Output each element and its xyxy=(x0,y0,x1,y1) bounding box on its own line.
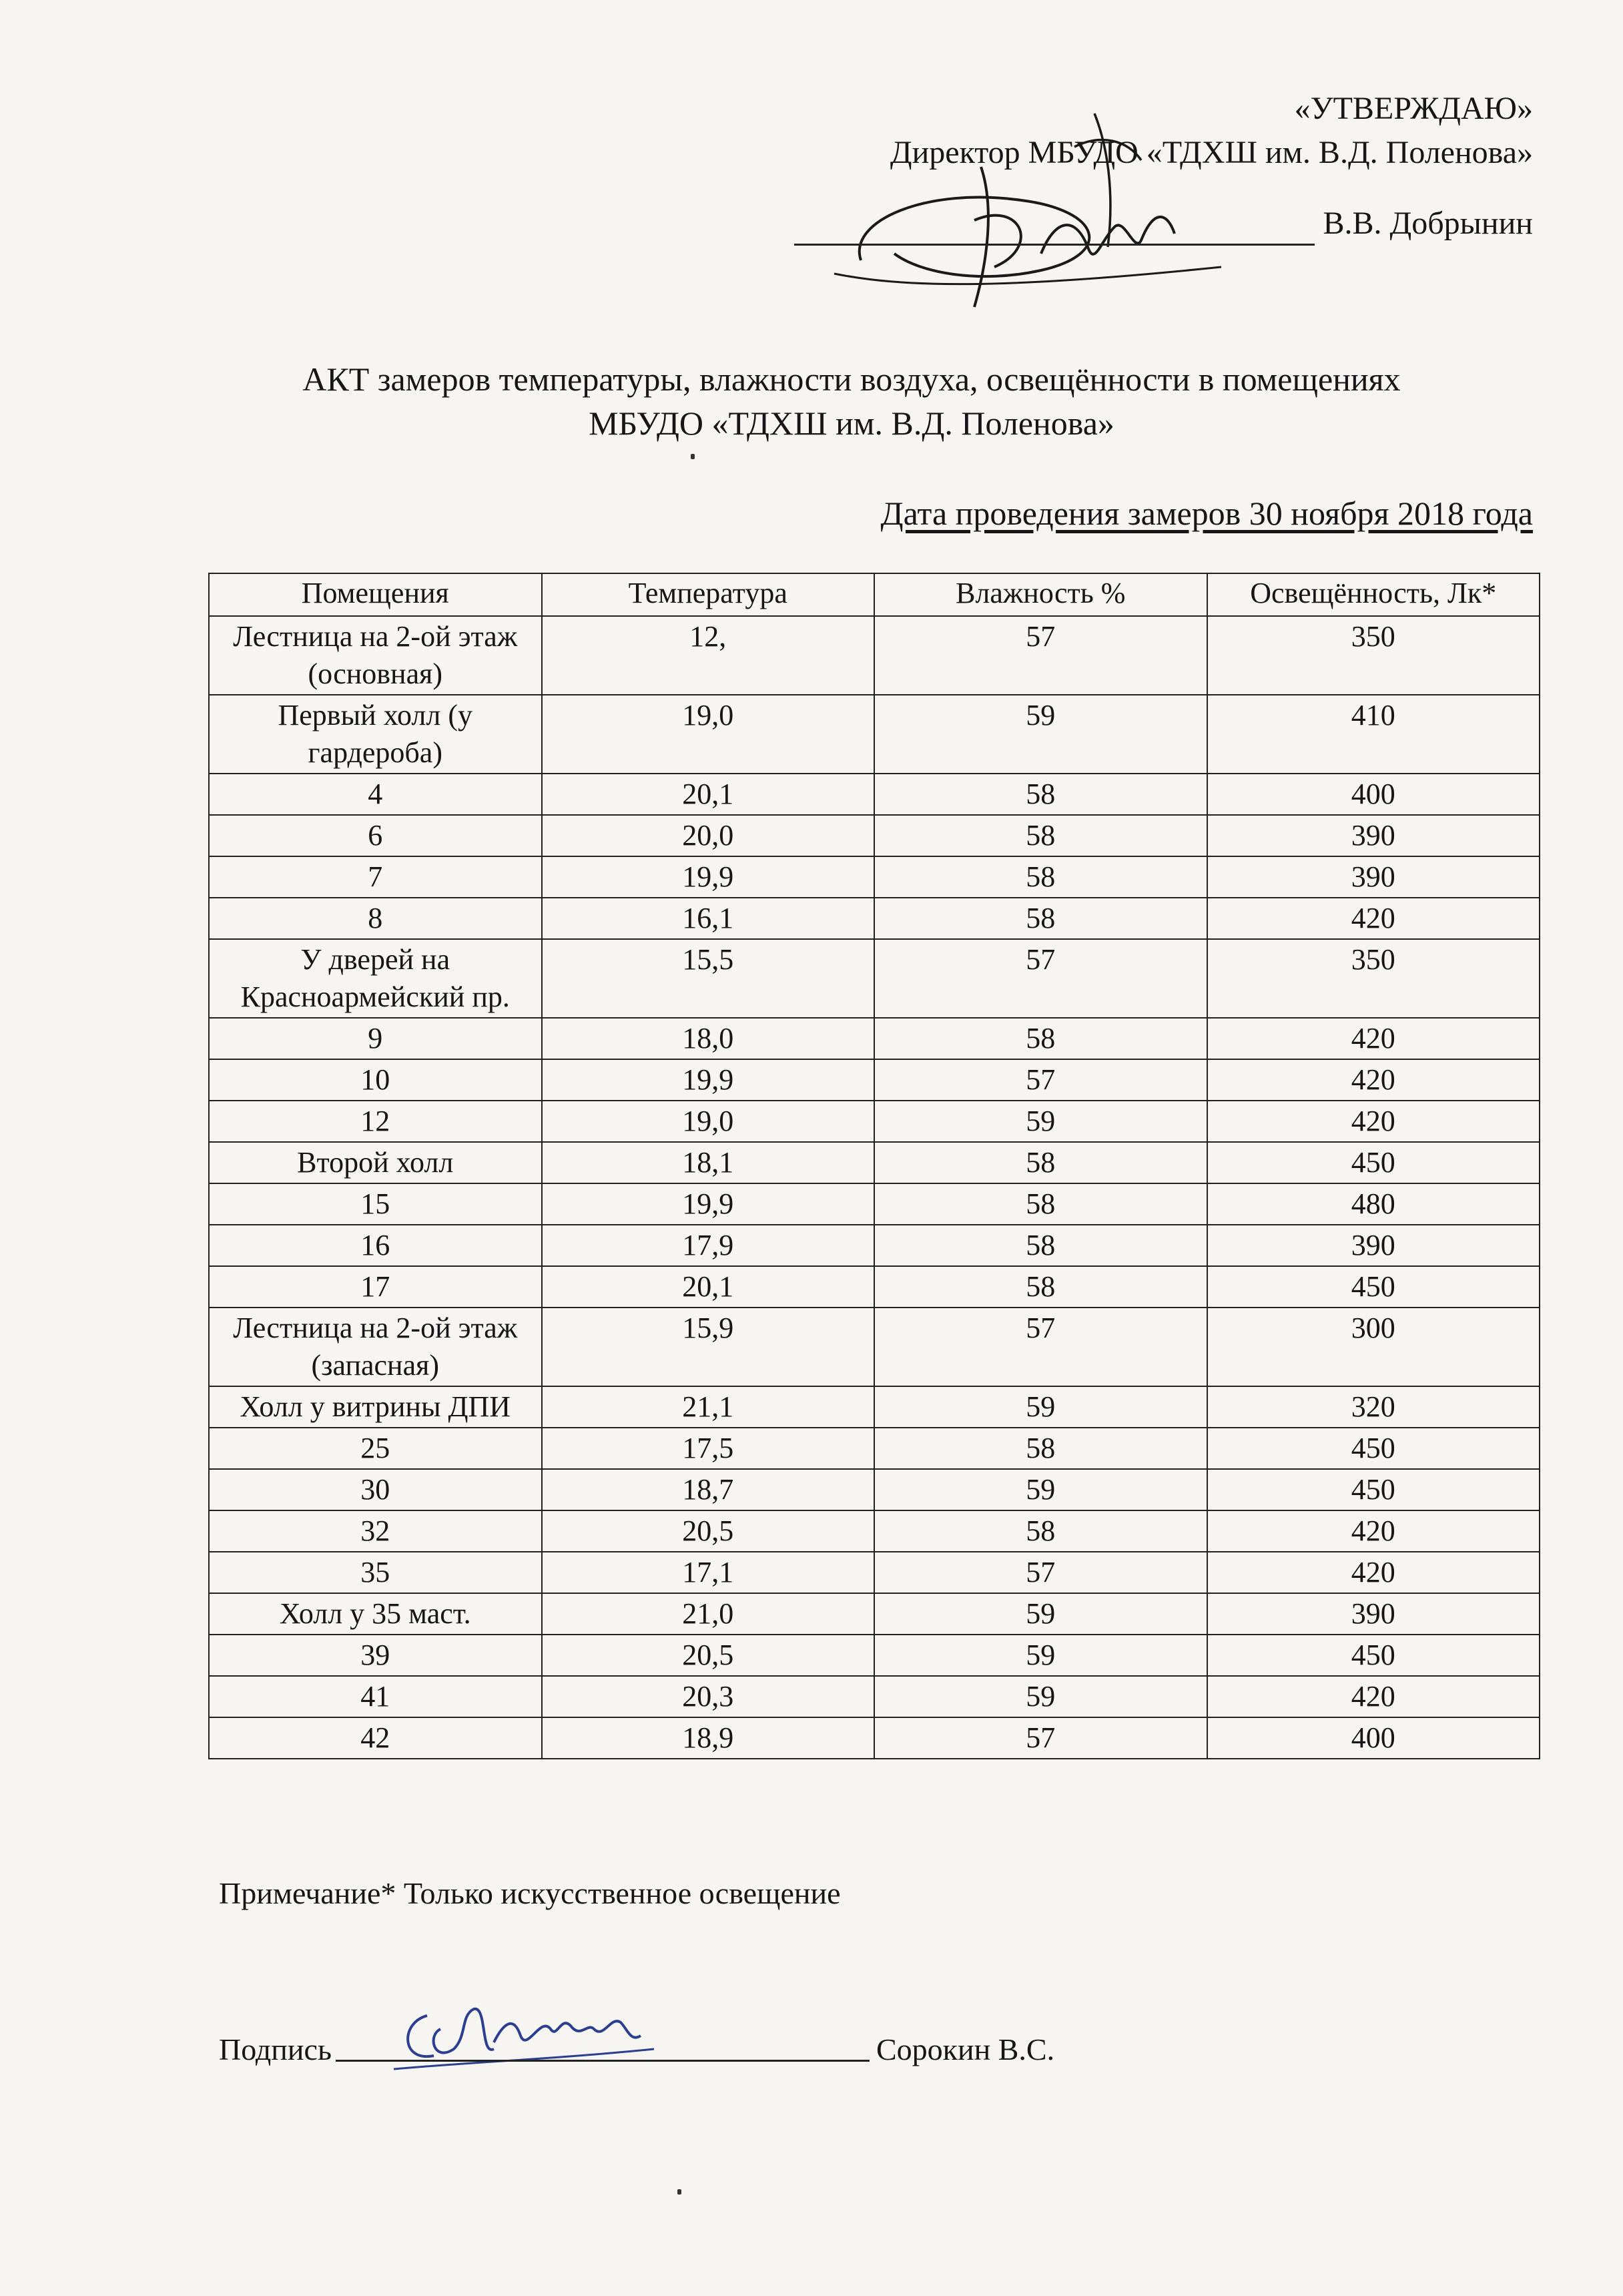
table-row xyxy=(209,616,1540,695)
header-illuminance: Освещённость, Лк* xyxy=(1207,573,1540,616)
paper-speck xyxy=(691,454,695,459)
cell-temperature: 18,7 xyxy=(542,1469,875,1510)
cell-temperature: 18,0 xyxy=(542,1018,875,1059)
cell-illuminance: 450 xyxy=(1207,1635,1540,1676)
table-row xyxy=(209,815,1540,856)
cell-illuminance: 390 xyxy=(1207,856,1540,898)
document-title xyxy=(0,357,1623,445)
cell-humidity: 59 xyxy=(874,1593,1207,1635)
director-signature-line xyxy=(794,202,1533,246)
cell-room: 30 xyxy=(209,1469,542,1510)
cell-humidity: 58 xyxy=(874,856,1207,898)
table-row xyxy=(209,1428,1540,1469)
cell-room: Холл у витрины ДПИ xyxy=(209,1386,542,1428)
table-row xyxy=(209,898,1540,939)
cell-illuminance: 450 xyxy=(1207,1142,1540,1183)
cell-humidity: 58 xyxy=(874,1266,1207,1308)
cell-temperature: 19,9 xyxy=(542,1183,875,1225)
cell-temperature: 20,5 xyxy=(542,1510,875,1552)
table-header-row xyxy=(209,573,1540,616)
cell-temperature: 20,0 xyxy=(542,815,875,856)
header-temperature: Температура xyxy=(542,573,875,616)
cell-illuminance: 320 xyxy=(1207,1386,1540,1428)
cell-room: Лестница на 2-ой этаж (запасная) xyxy=(209,1308,542,1386)
table-row xyxy=(209,695,1540,774)
cell-humidity: 57 xyxy=(874,1308,1207,1386)
cell-humidity: 58 xyxy=(874,1510,1207,1552)
cell-temperature: 19,9 xyxy=(542,856,875,898)
cell-illuminance: 390 xyxy=(1207,815,1540,856)
cell-illuminance: 420 xyxy=(1207,1101,1540,1142)
table-row xyxy=(209,1308,1540,1386)
cell-humidity: 58 xyxy=(874,1183,1207,1225)
cell-temperature: 20,1 xyxy=(542,1266,875,1308)
cell-temperature: 15,9 xyxy=(542,1308,875,1386)
table-row xyxy=(209,1552,1540,1593)
cell-temperature: 20,5 xyxy=(542,1635,875,1676)
cell-room: 35 xyxy=(209,1552,542,1593)
cell-humidity: 58 xyxy=(874,1225,1207,1266)
cell-temperature: 20,1 xyxy=(542,774,875,815)
title-line-1: АКТ замеров температуры, влажности воздуха, освещённости в помещениях xyxy=(302,360,1401,398)
cell-room: 32 xyxy=(209,1510,542,1552)
table-row xyxy=(209,1717,1540,1759)
cell-humidity: 57 xyxy=(874,1717,1207,1759)
cell-temperature: 17,9 xyxy=(542,1225,875,1266)
title-line-2: МБУДО «ТДХШ им. В.Д. Поленова» xyxy=(589,404,1114,442)
cell-room: 41 xyxy=(209,1676,542,1717)
cell-illuminance: 390 xyxy=(1207,1225,1540,1266)
cell-illuminance: 450 xyxy=(1207,1266,1540,1308)
cell-temperature: 17,1 xyxy=(542,1552,875,1593)
cell-room: 42 xyxy=(209,1717,542,1759)
table-row xyxy=(209,1386,1540,1428)
table-row xyxy=(209,1635,1540,1676)
table-row xyxy=(209,1142,1540,1183)
cell-temperature: 18,9 xyxy=(542,1717,875,1759)
cell-room: 7 xyxy=(209,856,542,898)
cell-room: 12 xyxy=(209,1101,542,1142)
cell-humidity: 58 xyxy=(874,774,1207,815)
cell-temperature: 19,9 xyxy=(542,1059,875,1101)
cell-room: Лестница на 2-ой этаж (основная) xyxy=(209,616,542,695)
header-humidity: Влажность % xyxy=(874,573,1207,616)
cell-illuminance: 420 xyxy=(1207,1552,1540,1593)
cell-humidity: 57 xyxy=(874,1552,1207,1593)
cell-room: У дверей на Красноармейский пр. xyxy=(209,939,542,1018)
cell-temperature: 17,5 xyxy=(542,1428,875,1469)
cell-humidity: 58 xyxy=(874,1018,1207,1059)
cell-humidity: 58 xyxy=(874,1142,1207,1183)
measurement-date: Дата проведения замеров 30 ноября 2018 года xyxy=(880,495,1533,532)
cell-illuminance: 400 xyxy=(1207,1717,1540,1759)
table-row xyxy=(209,1593,1540,1635)
cell-illuminance: 300 xyxy=(1207,1308,1540,1386)
cell-room: Второй холл xyxy=(209,1142,542,1183)
cell-humidity: 59 xyxy=(874,1101,1207,1142)
table-row xyxy=(209,1510,1540,1552)
cell-room: Холл у 35 маст. xyxy=(209,1593,542,1635)
cell-humidity: 58 xyxy=(874,1428,1207,1469)
cell-temperature: 16,1 xyxy=(542,898,875,939)
signoff-name: Сорокин В.С. xyxy=(876,2032,1055,2066)
cell-room: 25 xyxy=(209,1428,542,1469)
cell-room: 39 xyxy=(209,1635,542,1676)
cell-illuminance: 420 xyxy=(1207,898,1540,939)
table-row xyxy=(209,1676,1540,1717)
table-row xyxy=(209,1266,1540,1308)
cell-illuminance: 450 xyxy=(1207,1469,1540,1510)
signoff-line xyxy=(219,2029,1054,2067)
paper-speck xyxy=(677,2189,681,2195)
cell-illuminance: 420 xyxy=(1207,1018,1540,1059)
cell-humidity: 59 xyxy=(874,1469,1207,1510)
table-row xyxy=(209,1469,1540,1510)
director-name: В.В. Добрынин xyxy=(1323,206,1533,241)
signoff-label: Подпись xyxy=(219,2032,332,2066)
cell-room: 4 xyxy=(209,774,542,815)
director-title: Директор МБУДО «ТДХШ им. В.Д. Поленова» xyxy=(890,135,1533,170)
cell-temperature: 18,1 xyxy=(542,1142,875,1183)
header-room: Помещения xyxy=(209,573,542,616)
signature-blank xyxy=(794,208,1315,246)
approve-heading: «УТВЕРЖДАЮ» xyxy=(1294,91,1533,126)
cell-illuminance: 420 xyxy=(1207,1059,1540,1101)
cell-humidity: 58 xyxy=(874,815,1207,856)
cell-humidity: 57 xyxy=(874,616,1207,695)
cell-room: 17 xyxy=(209,1266,542,1308)
cell-room: 9 xyxy=(209,1018,542,1059)
cell-room: 6 xyxy=(209,815,542,856)
footnote: Примечание* Только искусственное освещение xyxy=(219,1876,841,1910)
cell-temperature: 20,3 xyxy=(542,1676,875,1717)
cell-temperature: 21,0 xyxy=(542,1593,875,1635)
cell-illuminance: 480 xyxy=(1207,1183,1540,1225)
table-row xyxy=(209,1225,1540,1266)
cell-temperature: 19,0 xyxy=(542,695,875,774)
cell-temperature: 21,1 xyxy=(542,1386,875,1428)
cell-room: 10 xyxy=(209,1059,542,1101)
table-row xyxy=(209,1059,1540,1101)
table-row xyxy=(209,856,1540,898)
cell-humidity: 59 xyxy=(874,1386,1207,1428)
cell-illuminance: 420 xyxy=(1207,1676,1540,1717)
cell-humidity: 57 xyxy=(874,939,1207,1018)
cell-room: 15 xyxy=(209,1183,542,1225)
cell-temperature: 15,5 xyxy=(542,939,875,1018)
cell-illuminance: 350 xyxy=(1207,616,1540,695)
cell-temperature: 19,0 xyxy=(542,1101,875,1142)
table-row xyxy=(209,1183,1540,1225)
table-row xyxy=(209,774,1540,815)
table-row xyxy=(209,939,1540,1018)
cell-humidity: 59 xyxy=(874,1635,1207,1676)
cell-illuminance: 400 xyxy=(1207,774,1540,815)
cell-humidity: 57 xyxy=(874,1059,1207,1101)
table-row xyxy=(209,1018,1540,1059)
cell-illuminance: 390 xyxy=(1207,1593,1540,1635)
cell-humidity: 59 xyxy=(874,1676,1207,1717)
cell-illuminance: 410 xyxy=(1207,695,1540,774)
cell-room: 8 xyxy=(209,898,542,939)
cell-illuminance: 350 xyxy=(1207,939,1540,1018)
cell-illuminance: 450 xyxy=(1207,1428,1540,1469)
cell-room: Первый холл (у гардероба) xyxy=(209,695,542,774)
approval-block xyxy=(794,87,1533,246)
cell-humidity: 59 xyxy=(874,695,1207,774)
cell-room: 16 xyxy=(209,1225,542,1266)
table-row xyxy=(209,1101,1540,1142)
measurements-table xyxy=(208,573,1540,1759)
cell-humidity: 58 xyxy=(874,898,1207,939)
cell-illuminance: 420 xyxy=(1207,1510,1540,1552)
signoff-blank xyxy=(336,2029,870,2062)
cell-temperature: 12, xyxy=(542,616,875,695)
